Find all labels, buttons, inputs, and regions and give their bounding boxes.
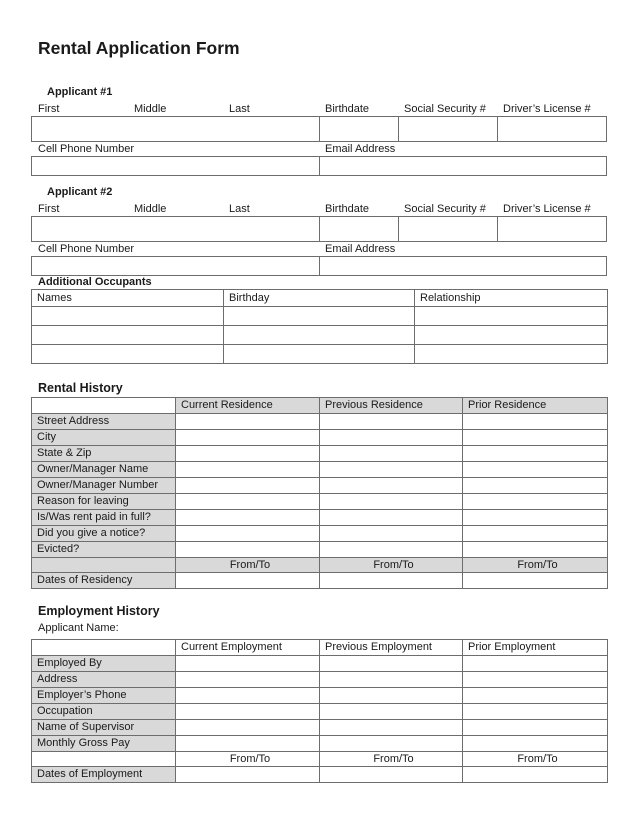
rental-cell[interactable] [320,414,463,430]
rental-fromto-current: From/To [176,558,320,573]
applicant1-email-field[interactable] [319,156,607,176]
applicant1-heading: Applicant #1 [47,86,113,98]
employment-col-current: Current Employment [176,640,320,656]
rental-row-label: Did you give a notice? [32,526,176,542]
table-row [32,542,608,558]
rental-cell[interactable] [176,526,320,542]
rental-history-heading: Rental History [38,381,123,395]
employment-cell[interactable] [463,688,608,704]
rental-row-label: Owner/Manager Number [32,478,176,494]
employment-corner-cell [32,640,176,656]
rental-cell[interactable] [463,414,608,430]
employment-cell[interactable] [463,736,608,752]
applicant1-name-field[interactable] [31,116,320,142]
table-row [32,478,608,494]
employment-cell[interactable] [320,656,463,672]
applicant2-last-label: Last [229,203,250,215]
employment-row-label: Employer’s Phone [32,688,176,704]
employment-row-label: Name of Supervisor [32,720,176,736]
employment-cell[interactable] [320,736,463,752]
applicant1-last-label: Last [229,103,250,115]
rental-cell[interactable] [463,494,608,510]
rental-cell[interactable] [320,542,463,558]
table-row [32,307,608,326]
employment-cell[interactable] [320,688,463,704]
applicant2-ssn-field[interactable] [398,216,498,242]
rental-header-row [32,398,608,414]
rental-cell[interactable] [463,430,608,446]
employment-cell[interactable] [176,736,320,752]
rental-cell[interactable] [176,462,320,478]
occupant-name-cell[interactable] [32,326,224,345]
applicant2-first-label: First [38,203,60,215]
rental-cell[interactable] [320,494,463,510]
rental-col-prior: Prior Residence [463,398,608,414]
rental-cell[interactable] [463,446,608,462]
rental-cell[interactable] [176,510,320,526]
rental-cell[interactable] [176,414,320,430]
rental-col-previous: Previous Residence [320,398,463,414]
applicant2-license-label: Driver’s License # [503,203,591,215]
rental-cell[interactable] [463,526,608,542]
rental-cell[interactable] [176,430,320,446]
employment-cell[interactable] [463,720,608,736]
employment-fromto-prior: From/To [463,752,608,767]
employment-cell[interactable] [176,767,320,783]
table-row [32,414,608,430]
applicant2-email-field[interactable] [319,256,607,276]
employment-cell[interactable] [176,704,320,720]
employment-dates-label: Dates of Employment [32,767,176,783]
rental-row-label: Evicted? [32,542,176,558]
table-row [32,656,608,672]
employment-row-label: Occupation [32,704,176,720]
table-row [32,767,608,783]
rental-cell[interactable] [320,478,463,494]
occupant-name-cell[interactable] [32,345,224,364]
employment-cell[interactable] [320,767,463,783]
applicant2-ssn-label: Social Security # [404,203,486,215]
employment-row-label: Address [32,672,176,688]
page-title: Rental Application Form [38,38,240,58]
rental-row-label: City [32,430,176,446]
table-row [32,672,608,688]
rental-cell[interactable] [463,542,608,558]
employment-cell[interactable] [463,656,608,672]
table-row [32,736,608,752]
rental-cell[interactable] [463,478,608,494]
table-row [32,510,608,526]
applicant1-ssn-label: Social Security # [404,103,486,115]
table-row [32,326,608,345]
occupants-col-birthday: Birthday [224,290,415,307]
rental-cell[interactable] [176,542,320,558]
applicant1-license-label: Driver’s License # [503,103,591,115]
employment-fromto-spacer [32,752,176,767]
applicant1-middle-label: Middle [134,103,167,115]
employment-cell[interactable] [176,688,320,704]
employment-fromto-current: From/To [176,752,320,767]
rental-cell[interactable] [320,462,463,478]
occupants-col-names: Names [32,290,224,307]
applicant1-cell-field[interactable] [31,156,320,176]
employment-history-table [31,639,608,783]
table-row [32,704,608,720]
employment-cell[interactable] [320,704,463,720]
applicant2-cell-field[interactable] [31,256,320,276]
rental-fromto-row [32,558,608,573]
employment-col-previous: Previous Employment [320,640,463,656]
applicant2-birthdate-label: Birthdate [325,203,370,215]
occupant-name-cell[interactable] [32,307,224,326]
rental-history-table [31,397,608,589]
rental-cell[interactable] [176,446,320,462]
occupant-birthday-cell[interactable] [224,307,415,326]
occupant-relationship-cell[interactable] [415,345,608,364]
applicant1-license-field[interactable] [497,116,607,142]
occupants-table [31,289,608,364]
rental-cell[interactable] [320,510,463,526]
applicant1-ssn-field[interactable] [398,116,498,142]
applicant1-birthdate-label: Birthdate [325,103,370,115]
table-row [32,462,608,478]
rental-cell[interactable] [463,573,608,589]
rental-row-label: Owner/Manager Name [32,462,176,478]
employment-cell[interactable] [463,672,608,688]
employment-cell[interactable] [176,672,320,688]
rental-fromto-spacer [32,558,176,573]
applicant1-email-label: Email Address [325,143,396,155]
employment-cell[interactable] [463,767,608,783]
table-row [32,720,608,736]
employment-cell[interactable] [176,656,320,672]
table-row [32,494,608,510]
applicant2-middle-label: Middle [134,203,167,215]
employment-cell[interactable] [463,704,608,720]
rental-cell[interactable] [320,573,463,589]
rental-cell[interactable] [176,494,320,510]
rental-cell[interactable] [176,573,320,589]
rental-row-label: Is/Was rent paid in full? [32,510,176,526]
applicant2-cell-label: Cell Phone Number [38,243,134,255]
rental-cell[interactable] [320,446,463,462]
employment-col-prior: Prior Employment [463,640,608,656]
rental-cell[interactable] [463,462,608,478]
table-row [32,446,608,462]
employment-history-heading: Employment History [38,604,160,618]
occupant-relationship-cell[interactable] [415,326,608,345]
occupant-birthday-cell[interactable] [224,326,415,345]
occupants-header-row [32,290,608,307]
rental-corner-cell [32,398,176,414]
employment-fromto-previous: From/To [320,752,463,767]
rental-cell[interactable] [176,478,320,494]
employment-header-row [32,640,608,656]
occupants-col-relationship: Relationship [415,290,608,307]
employment-cell[interactable] [320,672,463,688]
rental-cell[interactable] [320,430,463,446]
rental-row-label: Street Address [32,414,176,430]
employment-row-label: Employed By [32,656,176,672]
employment-cell[interactable] [320,720,463,736]
table-row [32,345,608,364]
table-row [32,430,608,446]
occupant-birthday-cell[interactable] [224,345,415,364]
rental-cell[interactable] [320,526,463,542]
applicant2-license-field[interactable] [497,216,607,242]
applicant2-name-field[interactable] [31,216,320,242]
employment-row-label: Monthly Gross Pay [32,736,176,752]
table-row [32,688,608,704]
rental-row-label: Reason for leaving [32,494,176,510]
occupants-heading: Additional Occupants [38,276,152,288]
rental-dates-label: Dates of Residency [32,573,176,589]
rental-fromto-prior: From/To [463,558,608,573]
rental-row-label: State & Zip [32,446,176,462]
applicant2-heading: Applicant #2 [47,186,113,198]
table-row [32,573,608,589]
rental-cell[interactable] [463,510,608,526]
applicant2-email-label: Email Address [325,243,396,255]
applicant-name-label: Applicant Name: [38,622,119,634]
rental-fromto-previous: From/To [320,558,463,573]
applicant1-cell-label: Cell Phone Number [38,143,134,155]
occupant-relationship-cell[interactable] [415,307,608,326]
employment-cell[interactable] [176,720,320,736]
applicant1-first-label: First [38,103,60,115]
applicant1-birthdate-field[interactable] [319,116,399,142]
table-row [32,526,608,542]
employment-fromto-row [32,752,608,767]
rental-col-current: Current Residence [176,398,320,414]
applicant2-birthdate-field[interactable] [319,216,399,242]
